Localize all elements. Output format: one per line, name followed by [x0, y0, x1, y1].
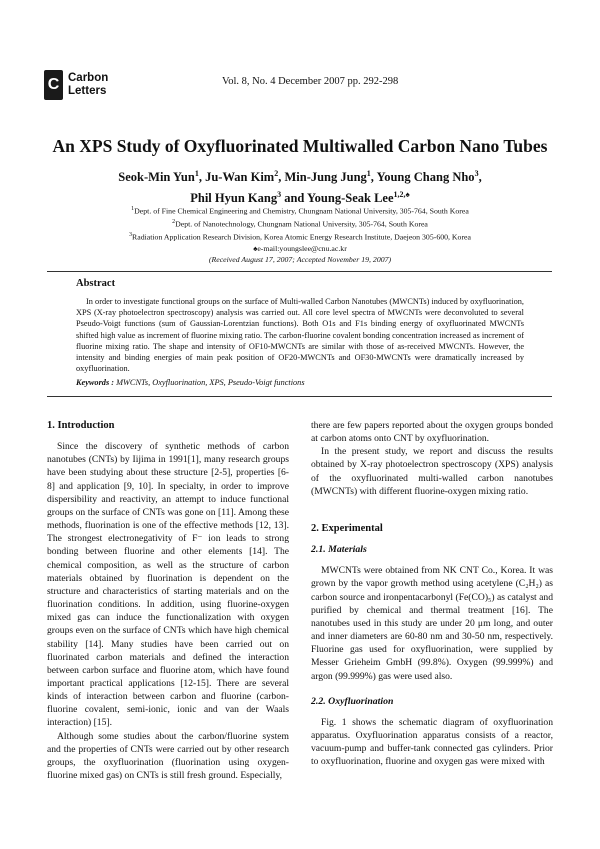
- journal-name: [68, 72, 108, 98]
- paragraph: MWCNTs were obtained from NK CNT Co., Korea. It was grown by the vapor growth method using acetylene (C₂H₂) as carbon source and ironpentacarbonyl (Fe(CO)₅) as catalyst and purified by chemical and thermal treatment [16]. The nanotubes used in this study are under 20 μm long, and outer and inner diameters are 60-80 nm and 30-50 nm, respectively. Fluorine gas used for oxyfluorination, were supplied by Messer Grieheim GmbH (99.8%). Oxygen (99.999%) and argon (99.999%) gas were used also.: [311, 565, 553, 682]
- section-heading-experimental: 2. Experimental: [311, 522, 383, 534]
- abstract-bottom-rule: [47, 396, 552, 397]
- left-column: [47, 419, 289, 782]
- author-line-1: Seok-Min Yun$^1$, Ju-Wan Kim$^2$, Min-Jung Jung$^1$, Young Chang Nho$^3$,: [118, 169, 482, 185]
- keywords: [76, 378, 524, 387]
- affiliation-1: [0, 204, 600, 217]
- paragraph: Although some studies about the carbon/fluorine system and the properties of CNTs were carried out by other research groups, the oxyfluorination (fluorination using oxygen-fluorine mixed gas) on CNTs is still fresh ground. Especially,: [47, 730, 289, 782]
- journal-name-line2: Letters: [68, 85, 107, 97]
- subsection-heading-materials: 2.1. Materials: [311, 544, 367, 556]
- abstract-body: In order to investigate functional groups on the surface of Multi-walled Carbon Nanotubes (MWCNTs) induced by oxyfluorination, XPS (X-ray photoelectron spectroscopy) analysis was carried out. All core level spectra of MWCNTs were deconvoluted to several Pseudo-Voigt functions (sum of Gaussian-Lorentzian functions). Both O1s and F1s binding energy of oxyfluorinated MWCNTs shifted high value as increment of fluorine mixing ratio. The carbon-fluorine covalent bonding concentration increased as increment of fluorine mixing ratio. The shape and intensity of OF10-MWCNTs are similar with those of as-received MWCNTs. However, the intensity and binding energies of main peak position of OF20-MWCNTs and OF30-MWCNTs were dramatically increased by oxyfluorination.: [76, 297, 524, 374]
- affiliations: [0, 204, 600, 266]
- author-affil-mark: 3: [277, 190, 282, 200]
- affiliation-2: [0, 217, 600, 230]
- affiliation-text: Dept. of Nanotechnology, Chungnam National University, 305-764, South Korea: [175, 219, 428, 229]
- author-affil-mark: 2: [274, 169, 279, 178]
- author-conjunction: and: [284, 191, 305, 206]
- author-name: Ju-Wan Kim: [205, 170, 275, 185]
- keywords-list: MWCNTs, Oxyfluorination, XPS, Pseudo-Voigt functions: [116, 378, 305, 387]
- paragraph: there are few papers reported about the oxygen groups bonded at carbon atoms onto CNT by oxyfluorination.: [311, 420, 553, 445]
- author-affil-mark: 3: [474, 169, 479, 178]
- affiliation-mark: 3: [129, 232, 133, 238]
- section-heading-introduction: 1. Introduction: [47, 420, 115, 431]
- affiliation-3: [0, 230, 600, 243]
- corresponding-email: ♠e-mail:youngslee@cnu.ac.kr: [253, 244, 347, 253]
- author-name: Seok-Min Yun: [118, 170, 195, 185]
- paper-title: An XPS Study of Oxyfluorinated Multiwalled Carbon Nano Tubes: [52, 136, 548, 156]
- paragraph: Since the discovery of synthetic methods of carbon nanotubes (CNTs) by Iijima in 1991[1], many research groups have been studying about these structure [2-5], properties [6-8] and application [9, 10]. In specialty, in order to improve dispersibility and reactivity, an attempt to induce functional groups on the surface of CNTs was gone on [11]. Among these methods, fluorination is one of the effective methods [12, 13]. The strongest electronegativity of F⁻ ion leads to strong bonding between fluorine and other elements [14]. The chemical composition, as well as the structure of carbon materials obtained by fluorination is dependent on the structure and characteristics of starting materials and on the fluorination conditions. In addition, using fluorine-oxygen mixed gas can induce the functionalization with oxygen groups even on the surface of CNTs which have high chemical stability [14]. Many studies have been carried out on fluorinated carbon materials and defined the interaction between carbon surface and fluorine atom, which have found important practical applications [12-15]. There are several kinds of interaction between carbon and fluorine (carbon-fluorine covalent, semi-ionic, ionic and van der Waals interaction) [15].: [47, 441, 289, 729]
- author-name: Min-Jung Jung: [284, 170, 367, 185]
- author-name: Phil Hyun Kang: [190, 191, 278, 206]
- abstract-heading: Abstract: [76, 278, 116, 289]
- affiliation-mark: 1: [131, 206, 135, 212]
- received-dates: (Received August 17, 2007; Accepted November 19, 2007): [208, 255, 392, 265]
- journal-logo-mark: C: [44, 70, 63, 100]
- affiliation-text: Radiation Application Research Division, Korea Atomic Energy Research Institute, Daejeon 305-600, Korea: [132, 232, 471, 242]
- journal-name-line1: Carbon: [68, 72, 109, 84]
- journal-logo: [44, 70, 108, 100]
- author-name: Young-Seak Lee: [307, 191, 394, 206]
- abstract-top-rule: [47, 271, 552, 272]
- keywords-label: Keywords :: [76, 378, 115, 387]
- issue-info: Vol. 8, No. 4 December 2007 pp. 292-298: [222, 76, 399, 87]
- paragraph: Fig. 1 shows the schematic diagram of oxyfluorination apparatus. Oxyfluorination apparatus consists of a reactor, vacuum-pump and buffer-tank connected gas cylinders. Prior to oxyfluorination, fluorine and oxygen gas were mixed with: [311, 716, 553, 768]
- affiliation-text: Dept. of Fine Chemical Engineering and Chemistry, Chungnam National University, 305-764, South Korea: [134, 206, 469, 216]
- subsection-heading-oxyfluorination: 2.2. Oxyfluorination: [311, 695, 394, 707]
- author-affil-mark: 1: [366, 169, 371, 178]
- author-affil-mark: 1: [194, 169, 199, 178]
- author-list: [0, 165, 600, 207]
- author-affil-mark: 1,2,♠: [393, 190, 410, 200]
- affiliation-mark: 2: [172, 219, 176, 225]
- right-column: [311, 419, 553, 768]
- paragraph: In the present study, we report and discuss the results obtained by X-ray photoelectron spectroscopy (XPS) analysis of the oxyfluorinated multi-walled carbon nanotubes (MWCNTs) with different fluorine-oxygen mixing ratio.: [311, 446, 553, 497]
- author-name: Young Chang Nho: [376, 170, 475, 185]
